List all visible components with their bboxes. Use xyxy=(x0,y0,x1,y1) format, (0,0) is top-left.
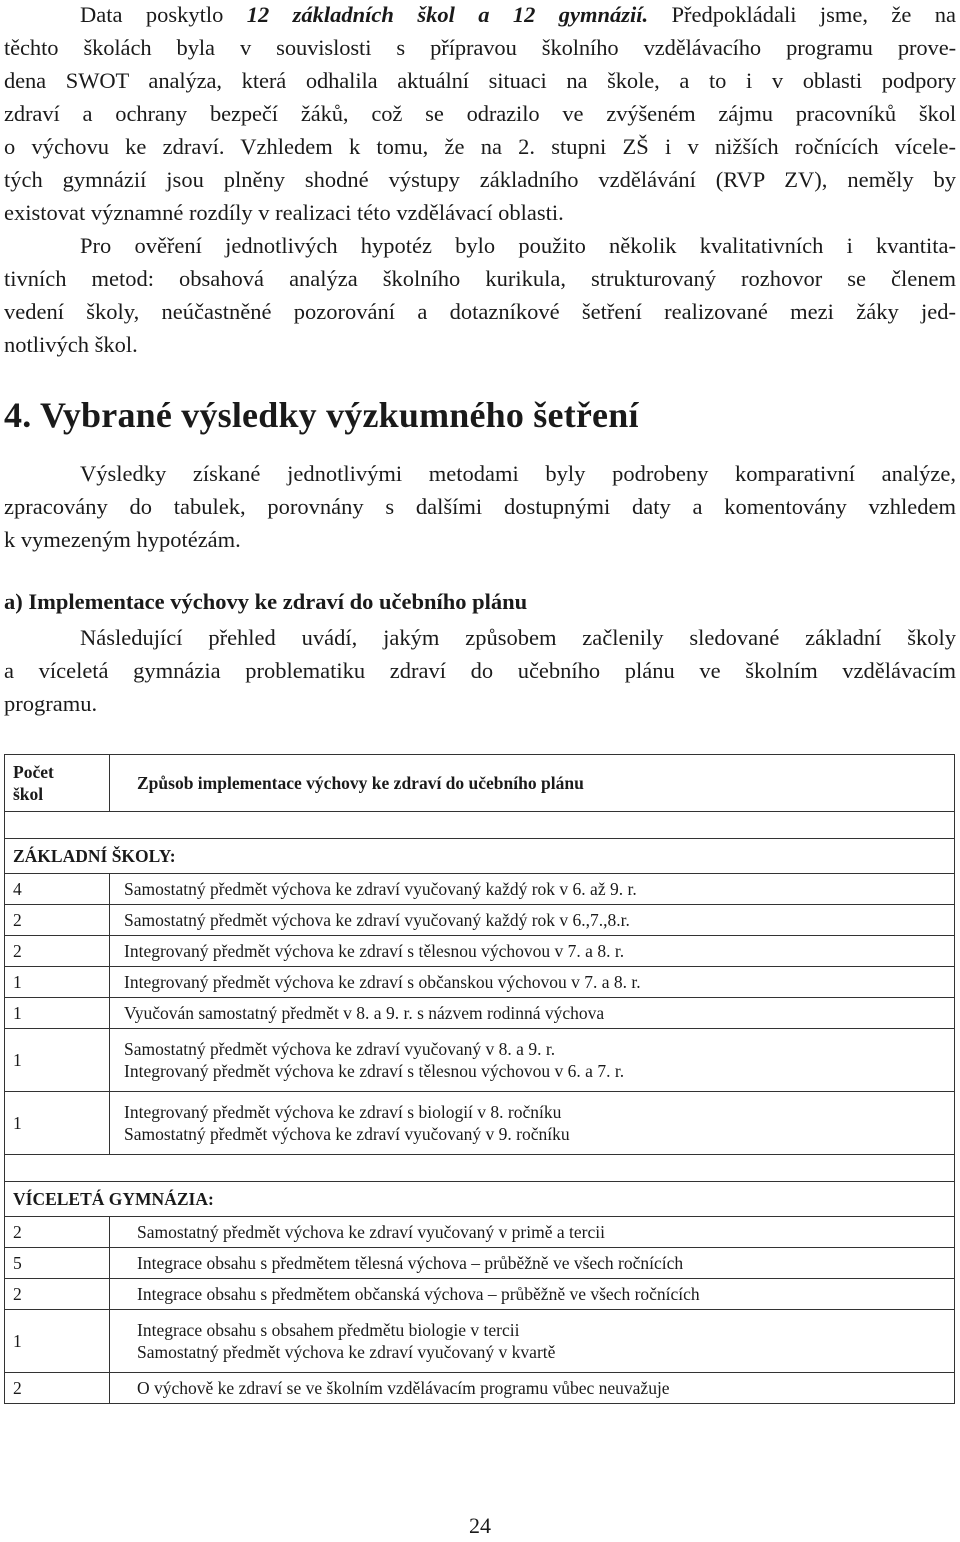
section-label-zs: ZÁKLADNÍ ŠKOLY: xyxy=(5,839,955,874)
overview-line-1: Následující přehled uvádí, jakým způsobem začlenily sledované základní školy xyxy=(80,625,956,650)
header-count: Počet škol xyxy=(5,755,110,812)
methods-line: notlivých škol. xyxy=(4,332,138,357)
intro-emphasis: 12 základních škol a 12 gymnázií. xyxy=(246,2,649,27)
table-row: 1 Integrace obsahu s obsahem předmětu biologie v tercii Samostatný předmět výchova ke zdraví vyučovaný v kvartě xyxy=(5,1310,955,1373)
table-spacer-row xyxy=(5,1155,955,1182)
methods-line: tivních metod: obsahová analýza školního kurikula, strukturovaný rozhovor se členem xyxy=(4,266,956,291)
section-heading: 4. Vybrané výsledky výzkumného šetření xyxy=(4,395,639,435)
methods-paragraph xyxy=(4,229,956,361)
table-row: 1 Integrovaný předmět výchova ke zdraví s biologií v 8. ročníku Samostatný předmět výchova ke zdraví vyučovaný v 9. ročníku xyxy=(5,1092,955,1155)
subheading: a) Implementace výchovy ke zdraví do učebního plánu xyxy=(4,589,528,614)
intro-line: dena SWOT analýza, která odhalila aktuální situaci na škole, a to i v oblasti podpory xyxy=(4,68,956,93)
intro-line-1: Data poskytlo 12 základních škol a 12 gymnázií. Předpokládali jsme, že na xyxy=(80,2,956,27)
intro-paragraph xyxy=(4,0,956,229)
table-row: 2 Integrovaný předmět výchova ke zdraví s tělesnou výchovou v 7. a 8. r. xyxy=(5,936,955,967)
results-line: zpracovány do tabulek, porovnány s dalšími dostupnými daty a komentovány vzhledem xyxy=(4,494,956,519)
header-method: Způsob implementace výchovy ke zdraví do učebního plánu xyxy=(110,755,955,812)
intro-line: těchto školách byla v souvislosti s přípravou školního vzdělávacího programu prove- xyxy=(4,35,956,60)
methods-line: vedení školy, neúčastněné pozorování a dotazníkové šetření realizované mezi žáky jed- xyxy=(4,299,956,324)
table-row: 1 Integrovaný předmět výchova ke zdraví s občanskou výchovou v 7. a 8. r. xyxy=(5,967,955,998)
table-section-row xyxy=(5,839,955,874)
table-row: 2 Integrace obsahu s předmětem občanská výchova – průběžně ve všech ročnících xyxy=(5,1279,955,1310)
implementation-table xyxy=(4,754,955,1404)
intro-line: tých gymnázií jsou plněny shodné výstupy základního vzdělávání (RVP ZV), neměly by xyxy=(4,167,956,192)
table-spacer-row xyxy=(5,812,955,839)
overview-line: a víceletá gymnázia problematiku zdraví do učebního plánu ve školním vzdělávacím xyxy=(4,658,956,683)
section-label-gym: VÍCELETÁ GYMNÁZIA: xyxy=(5,1182,955,1217)
table-section-row xyxy=(5,1182,955,1217)
overview-paragraph xyxy=(4,621,956,720)
results-line-1: Výsledky získané jednotlivými metodami byly podrobeny komparativní analýze, xyxy=(80,461,956,486)
intro-line: o výchovu ke zdraví. Vzhledem k tomu, že na 2. stupni ZŠ i v nižších ročnících vícele- xyxy=(4,134,956,159)
page-number: 24 xyxy=(469,1513,491,1538)
results-paragraph xyxy=(4,457,956,556)
table-row: 1 Samostatný předmět výchova ke zdraví vyučovaný v 8. a 9. r. Integrovaný předmět výchova ke zdraví s tělesnou výchovou v 6. a 7. r. xyxy=(5,1029,955,1092)
table-row: 4 Samostatný předmět výchova ke zdraví vyučovaný každý rok v 6. až 9. r. xyxy=(5,874,955,905)
table-header-row xyxy=(5,755,955,812)
table-row: 2 Samostatný předmět výchova ke zdraví vyučovaný každý rok v 6.,7.,8.r. xyxy=(5,905,955,936)
table-row: 1 Vyučován samostatný předmět v 8. a 9. r. s názvem rodinná výchova xyxy=(5,998,955,1029)
table-row: 2 O výchově ke zdraví se ve školním vzdělávacím programu vůbec neuvažuje xyxy=(5,1373,955,1404)
overview-line: programu. xyxy=(4,691,98,716)
methods-line-1: Pro ověření jednotlivých hypotéz bylo použito několik kvalitativních i kvantita- xyxy=(80,233,956,258)
intro-line: zdraví a ochrany bezpečí žáků, což se odrazilo ve zvýšeném zájmu pracovníků škol xyxy=(4,101,956,126)
table-row: 5 Integrace obsahu s předmětem tělesná výchova – průběžně ve všech ročnících xyxy=(5,1248,955,1279)
intro-line: existovat významné rozdíly v realizaci této vzdělávací oblasti. xyxy=(4,200,564,225)
table-row: 2 Samostatný předmět výchova ke zdraví vyučovaný v primě a tercii xyxy=(5,1217,955,1248)
results-line: k vymezeným hypotézám. xyxy=(4,527,241,552)
